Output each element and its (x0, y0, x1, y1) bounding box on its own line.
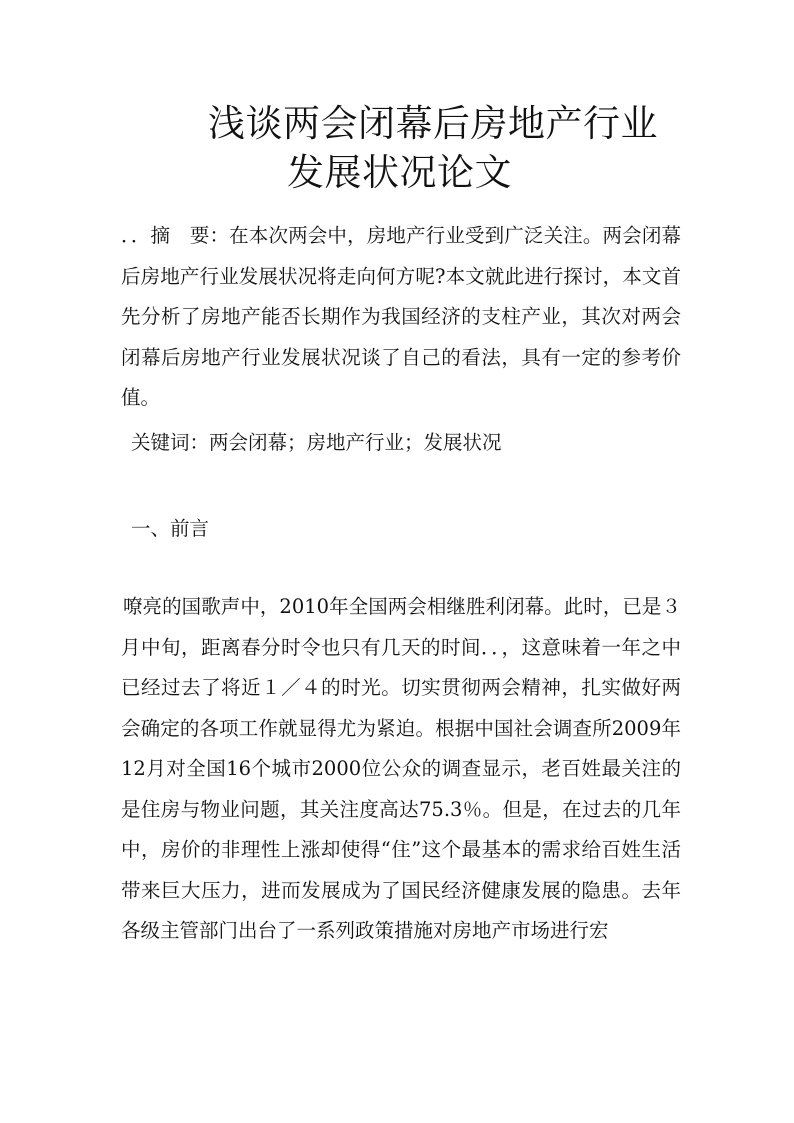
section-heading-preface: 一、前言 (131, 517, 210, 540)
keywords-line: 关键词：两会闭幕；房地产行业；发展状况 (131, 431, 502, 454)
abstract-paragraph: ．．摘 要：在本次两会中，房地产行业受到广泛关注。两会闭幕后房地产行业发展状况将走向何方呢?本文就此进行探讨，本文首先分析了房地产能否长期作为我国经济的支柱产业，其次对两会闭幕后房地产行业发展状况谈了自己的看法，具有一定的参考价值。 (121, 224, 681, 409)
document-title-line-1: 浅谈两会闭幕后房地产行业 (208, 102, 658, 145)
document-title-line-2: 发展状况论文 (287, 151, 512, 194)
preface-paragraph: 嘹亮的国歌声中，2010年全国两会相继胜利闭幕。此时，已是３月中旬，距离春分时令也只有几天的时间．．，这意味着一年之中已经过去了将近１／４的时光。切实贯彻两会精神，扎实做好两会确定的各项工作就显得尤为紧迫。根据中国社会调查所2009年12月对全国16个城市2000位公众的调查显示，老百姓最关注的是住房与物业问题，其关注度高达75.3％。但是，在过去的几年中，房价的非理性上涨却使得“住”这个最基本的需求给百姓生活带来巨大压力，进而发展成为了国民经济健康发展的隐患。去年各级主管部门出台了一系列政策措施对房地产市场进行宏 (121, 595, 681, 942)
